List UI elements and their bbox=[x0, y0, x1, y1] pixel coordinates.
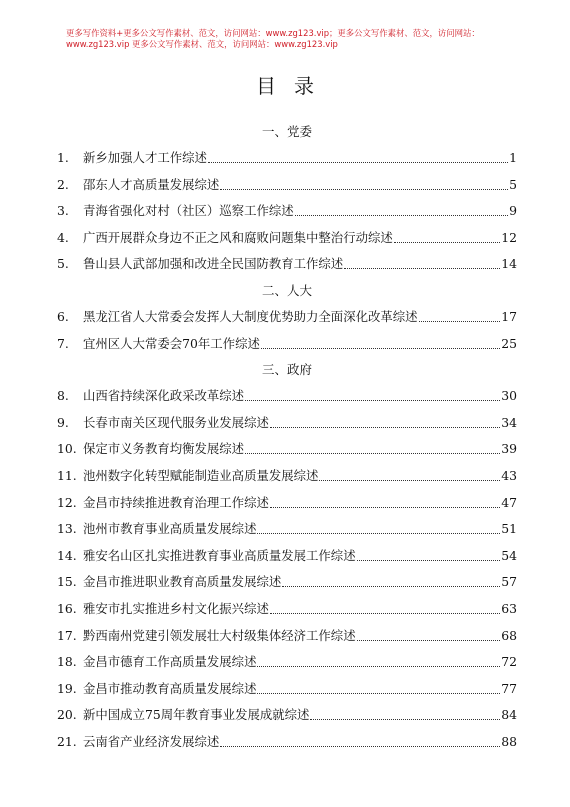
watermark-header bbox=[66, 28, 516, 50]
entry-title: 池州数字化转型赋能制造业高质量发展综述 bbox=[83, 467, 319, 483]
entry-title: 广西开展群众身边不正之风和腐败问题集中整治行动综述 bbox=[83, 229, 393, 245]
entry-page-number: 25 bbox=[501, 335, 517, 351]
entry-title: 保定市义务教育均衡发展综述 bbox=[83, 441, 245, 457]
entry-title: 黔西南州党建引领发展壮大村级集体经济工作综述 bbox=[83, 627, 356, 643]
entry-number: 1. bbox=[57, 150, 69, 165]
toc-entry[interactable] bbox=[57, 334, 517, 353]
entry-page-number: 12 bbox=[501, 229, 517, 245]
entry-number: 21. bbox=[57, 733, 77, 749]
toc-entry[interactable] bbox=[57, 519, 517, 538]
dot-leader bbox=[394, 230, 500, 243]
entry-number: 14. bbox=[57, 547, 77, 563]
entry-number: 5. bbox=[57, 256, 69, 272]
toc-entry[interactable] bbox=[57, 254, 517, 273]
entry-page-number: 39 bbox=[501, 441, 517, 457]
toc-entry[interactable] bbox=[57, 679, 517, 698]
dot-leader bbox=[344, 256, 500, 269]
entry-number: 15. bbox=[57, 574, 77, 590]
dot-leader bbox=[310, 707, 500, 720]
toc-entry[interactable] bbox=[57, 175, 517, 194]
entry-page-number: 77 bbox=[501, 680, 517, 696]
entry-number: 11. bbox=[57, 467, 77, 483]
toc-entry[interactable] bbox=[57, 652, 517, 671]
toc-entry[interactable] bbox=[57, 732, 517, 751]
entry-number: 12. bbox=[57, 494, 77, 510]
toc-entry[interactable] bbox=[57, 572, 517, 591]
dot-leader bbox=[220, 734, 500, 747]
entry-title: 新中国成立75周年教育事业发展成就综述 bbox=[83, 707, 310, 723]
entry-number: 9. bbox=[57, 414, 69, 430]
entry-number: 7. bbox=[57, 335, 69, 351]
entry-title: 金昌市持续推进教育治理工作综述 bbox=[83, 494, 269, 510]
entry-number: 18. bbox=[57, 654, 77, 670]
header-line: www.zg123.vip 更多公文写作素材、范文，访问网站：www.zg123.vip bbox=[66, 39, 338, 49]
dot-leader bbox=[270, 495, 500, 508]
entry-page-number: 43 bbox=[501, 467, 517, 483]
entry-title: 金昌市德育工作高质量发展综述 bbox=[83, 654, 257, 670]
dot-leader bbox=[261, 336, 500, 349]
dot-leader bbox=[208, 150, 508, 163]
entry-number: 17. bbox=[57, 627, 77, 643]
dot-leader bbox=[295, 203, 508, 216]
entry-title: 青海省强化对村（社区）巡察工作综述 bbox=[83, 203, 294, 219]
entry-page-number: 47 bbox=[501, 494, 517, 510]
entry-page-number: 84 bbox=[501, 707, 517, 723]
entry-title: 雅安市扎实推进乡村文化振兴综述 bbox=[83, 600, 269, 616]
section-heading: 一、党委 bbox=[261, 124, 312, 139]
entry-number: 2. bbox=[57, 176, 69, 192]
entry-title: 宜州区人大常委会70年工作综述 bbox=[83, 335, 260, 351]
dot-leader bbox=[257, 521, 500, 534]
entry-title: 鲁山县人武部加强和改进全民国防教育工作综述 bbox=[83, 256, 344, 272]
dot-leader bbox=[220, 177, 508, 190]
dot-leader bbox=[357, 548, 501, 561]
table-of-contents bbox=[57, 122, 517, 758]
dot-leader bbox=[257, 654, 500, 667]
dot-leader bbox=[282, 574, 500, 587]
entry-page-number: 63 bbox=[501, 600, 517, 616]
section-heading: 三、政府 bbox=[261, 362, 312, 378]
entry-page-number: 1 bbox=[509, 150, 517, 165]
toc-entry[interactable] bbox=[57, 439, 517, 458]
entry-page-number: 5 bbox=[509, 176, 517, 192]
page-title: 目录 bbox=[256, 74, 332, 98]
toc-entry[interactable] bbox=[57, 307, 517, 326]
dot-leader bbox=[245, 388, 500, 401]
entry-title: 池州市教育事业高质量发展综述 bbox=[83, 521, 257, 537]
entry-title: 云南省产业经济发展综述 bbox=[83, 733, 220, 749]
entry-page-number: 30 bbox=[501, 388, 517, 404]
entry-number: 3. bbox=[57, 203, 69, 219]
toc-entry[interactable] bbox=[57, 546, 517, 565]
entry-number: 20. bbox=[57, 707, 77, 723]
entry-page-number: 54 bbox=[501, 547, 517, 563]
entry-number: 8. bbox=[57, 388, 69, 404]
entry-title: 金昌市推进职业教育高质量发展综述 bbox=[83, 574, 282, 590]
entry-number: 4. bbox=[57, 229, 69, 245]
entry-page-number: 17 bbox=[501, 308, 517, 324]
entry-page-number: 68 bbox=[501, 627, 517, 643]
entry-page-number: 72 bbox=[501, 654, 517, 670]
toc-entry[interactable] bbox=[57, 466, 517, 485]
toc-entry[interactable] bbox=[57, 148, 517, 167]
toc-entry[interactable] bbox=[57, 228, 517, 247]
dot-leader bbox=[419, 309, 501, 322]
entry-page-number: 57 bbox=[501, 574, 517, 590]
entry-number: 10. bbox=[57, 441, 77, 457]
entry-page-number: 51 bbox=[501, 521, 517, 537]
entry-number: 16. bbox=[57, 600, 77, 616]
dot-leader bbox=[270, 601, 500, 614]
dot-leader bbox=[270, 415, 500, 428]
dot-leader bbox=[319, 468, 500, 481]
entry-page-number: 88 bbox=[501, 733, 517, 749]
entry-title: 邵东人才高质量发展综述 bbox=[83, 176, 220, 192]
header-line: 更多写作资料+更多公文写作素材、范文，访问网站：www.zg123.vip；更多公文写作素材、范文，访问网站： bbox=[66, 28, 480, 38]
toc-entry[interactable] bbox=[57, 705, 517, 724]
dot-leader bbox=[245, 441, 500, 454]
toc-entry[interactable] bbox=[57, 386, 517, 405]
entry-number: 19. bbox=[57, 680, 77, 696]
toc-entry[interactable] bbox=[57, 413, 517, 432]
entry-title: 黑龙江省人大常委会发挥人大制度优势助力全面深化改革综述 bbox=[83, 308, 418, 324]
toc-entry[interactable] bbox=[57, 201, 517, 220]
toc-entry[interactable] bbox=[57, 599, 517, 618]
entry-page-number: 34 bbox=[501, 414, 517, 430]
entry-number: 6. bbox=[57, 308, 69, 324]
entry-title: 金昌市推动教育高质量发展综述 bbox=[83, 680, 257, 696]
entry-page-number: 14 bbox=[501, 256, 517, 272]
toc-entry[interactable] bbox=[57, 493, 517, 512]
toc-entry[interactable] bbox=[57, 626, 517, 645]
entry-number: 13. bbox=[57, 521, 77, 537]
entry-page-number: 9 bbox=[509, 203, 517, 219]
dot-leader bbox=[257, 681, 500, 694]
entry-title: 长春市南关区现代服务业发展综述 bbox=[83, 414, 269, 430]
entry-title: 雅安名山区扎实推进教育事业高质量发展工作综述 bbox=[83, 547, 356, 563]
entry-title: 新乡加强人才工作综述 bbox=[83, 150, 207, 165]
section-heading: 二、人大 bbox=[261, 282, 312, 298]
dot-leader bbox=[357, 628, 501, 641]
entry-title: 山西省持续深化政采改革综述 bbox=[83, 388, 245, 404]
